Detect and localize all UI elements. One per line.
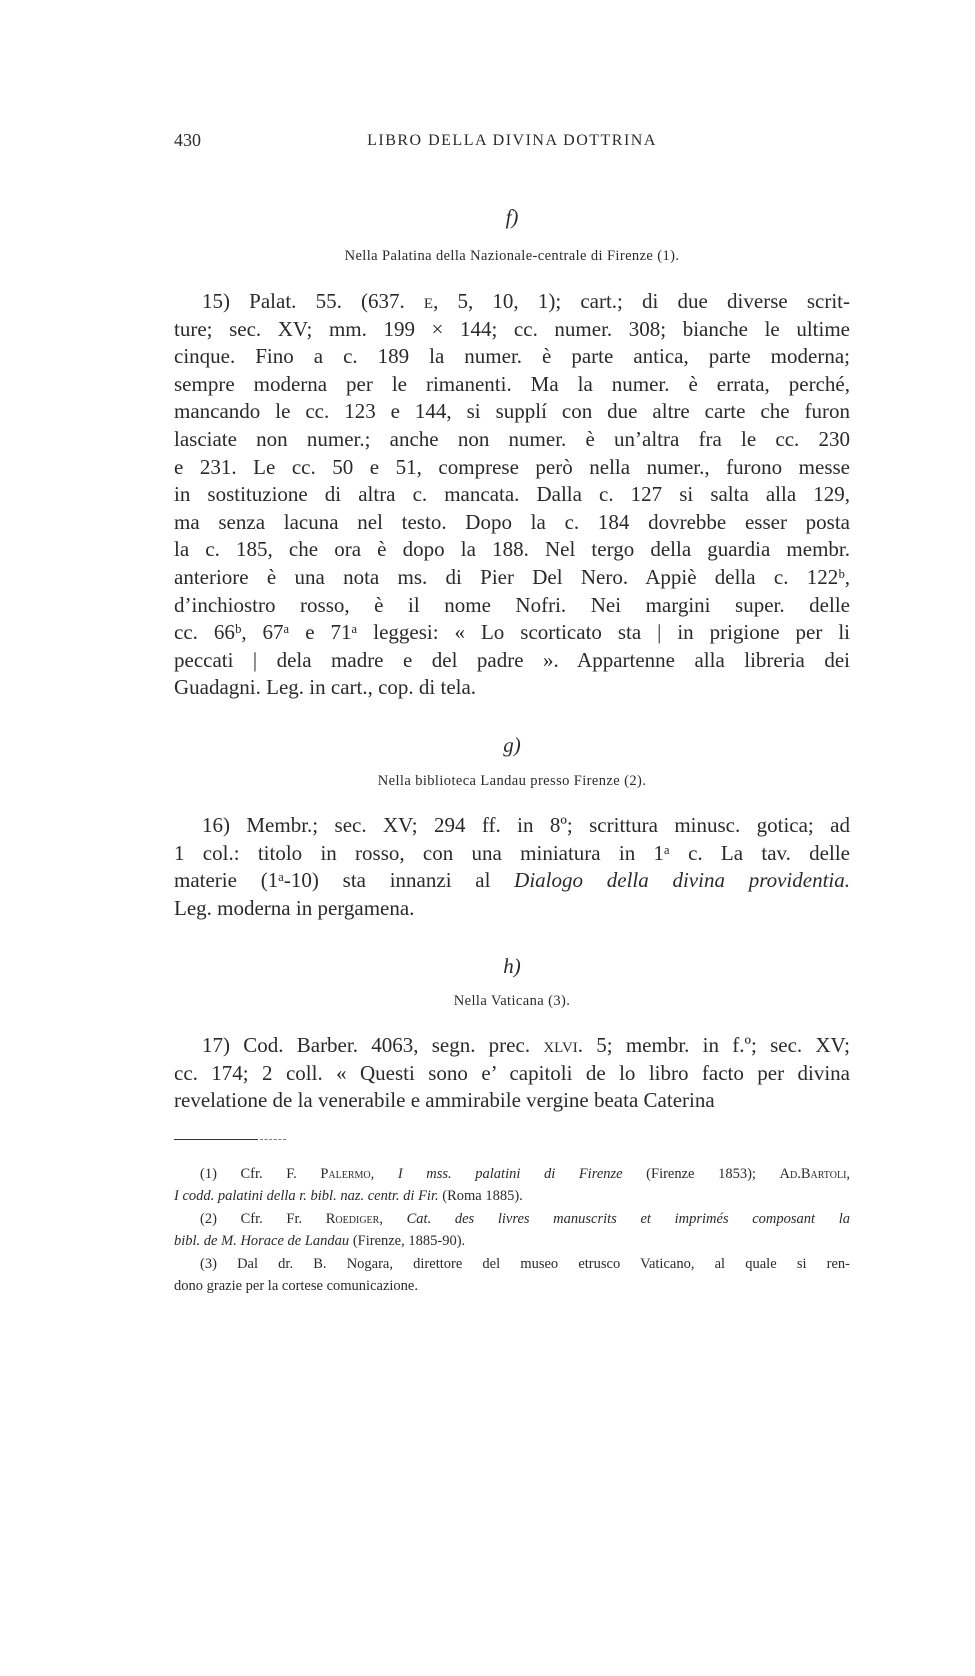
text-segment: lasciate non numer.; anche non numer. è un’altra fra le cc. 230 <box>174 426 850 451</box>
text-line <box>174 1231 850 1253</box>
text-line <box>174 1254 850 1276</box>
text-segment: 1 col.: titolo in rosso, con una miniatura in 1ᵃ c. La tav. delle <box>174 840 850 865</box>
text-line <box>174 509 850 537</box>
footnote-1 <box>174 1164 850 1207</box>
small-caps-text: Palermo <box>320 1166 371 1182</box>
text-line <box>174 343 850 371</box>
entry-15 <box>174 288 850 702</box>
footnote-rule-dashes <box>260 1139 286 1140</box>
text-segment: e 231. Le cc. 50 e 51, comprese però nella numer., furono messe <box>174 454 850 479</box>
text-line <box>174 288 850 316</box>
text-line <box>174 536 850 564</box>
text-line <box>174 1209 850 1231</box>
italic-text: I mss. palatini di Firenze <box>397 1166 623 1182</box>
italic-text: bibl. de M. Horace de Landau <box>174 1232 350 1249</box>
text-line <box>174 592 850 620</box>
text-segment: dono grazie per la cortese comunicazione. <box>174 1277 418 1294</box>
small-caps-text: Roediger <box>325 1211 380 1227</box>
text-segment: la c. 185, che ora è dopo la 188. Nel tergo della guardia membr. <box>174 537 850 562</box>
text-segment: ture; sec. XV; mm. 199 × 144; cc. numer. 308; bianche le ultime <box>174 316 850 341</box>
text-segment: revelatione de la venerabile e ammirabile vergine beata Caterina <box>174 1088 715 1113</box>
small-caps-text: e <box>423 289 434 313</box>
text-segment: 17) Cod. Barber. 4063, segn. prec. <box>202 1033 544 1057</box>
footnote-3 <box>174 1254 850 1297</box>
text-line <box>174 674 850 702</box>
section-letter-f: f) <box>505 205 519 229</box>
section-subtitle-f: Nella Palatina della Nazionale-centrale di Firenze (1). <box>344 248 680 264</box>
text-segment: peccati | dela madre e del padre ». Appartenne alla libreria dei <box>174 647 850 672</box>
text-segment: cinque. Fino a c. 189 la numer. è parte antica, parte moderna; <box>174 344 850 369</box>
text-segment: (3) Dal dr. B. Nogara, direttore del museo etrusco Vaticano, al quale si ren- <box>200 1256 850 1272</box>
text-segment: Guadagni. Leg. in cart., cop. di tela. <box>174 675 477 700</box>
text-segment: (Roma 1885). <box>438 1187 523 1204</box>
text-line <box>174 564 850 592</box>
small-caps-text: Ad.Bartoli <box>779 1166 847 1182</box>
text-line <box>174 840 850 868</box>
text-segment: , <box>379 1211 407 1227</box>
text-line <box>174 371 850 399</box>
text-line <box>174 1032 850 1060</box>
text-line <box>174 398 850 426</box>
running-header <box>174 130 850 156</box>
text-segment: materie (1ᵃ-10) sta innanzi al <box>174 868 515 893</box>
text-segment: in sostituzione di altra c. mancata. Dalla c. 127 si salta alla 129, <box>174 482 850 507</box>
text-segment: Leg. moderna in pergamena. <box>174 895 415 920</box>
text-segment: , <box>370 1166 398 1182</box>
entry-17 <box>174 1032 850 1115</box>
section-subtitle-g: Nella biblioteca Landau presso Firenze (2). <box>377 773 647 789</box>
text-segment: (Firenze 1853); <box>622 1166 780 1182</box>
text-segment: . 5; membr. in f.º; sec. XV; <box>577 1033 850 1057</box>
text-segment: cc. 174; 2 coll. « Questi sono e’ capitoli de lo libro facto per divina <box>174 1060 850 1085</box>
text-segment: mancando le cc. 123 e 144, si supplí con due altre carte che furon <box>174 399 850 424</box>
small-caps-text: xlvi <box>543 1033 578 1057</box>
text-segment: (1) Cfr. F. <box>200 1166 321 1182</box>
italic-text: Cat. des livres manuscrits et imprimés composant la <box>406 1211 851 1227</box>
text-line <box>174 812 850 840</box>
page-number: 430 <box>174 130 201 150</box>
text-segment: 15) Palat. 55. (637. <box>202 289 424 313</box>
text-segment: d’inchiostro rosso, è il nome Nofri. Nei margini super. delle <box>174 592 850 617</box>
text-line <box>174 454 850 482</box>
text-line <box>174 619 850 647</box>
text-line <box>174 1276 850 1298</box>
footnote-2 <box>174 1209 850 1252</box>
section-letter-g: g) <box>503 733 521 757</box>
text-segment: ma senza lacuna nel testo. Dopo la c. 184 dovrebbe esser posta <box>174 509 850 534</box>
section-letter-h: h) <box>503 954 521 978</box>
footnote-rule <box>174 1139 258 1140</box>
text-line <box>174 895 850 923</box>
running-title: LIBRO DELLA DIVINA DOTTRINA <box>367 132 657 149</box>
text-line <box>174 481 850 509</box>
text-segment: sempre moderna per le rimanenti. Ma la numer. è errata, perché, <box>174 371 850 396</box>
section-subtitle-h: Nella Vaticana (3). <box>453 993 571 1009</box>
text-segment: anteriore è una nota ms. di Pier Del Nero. Appiè della c. 122ᵇ, <box>174 564 850 589</box>
text-line <box>174 1186 850 1208</box>
text-line <box>174 1060 850 1088</box>
text-segment: 16) Membr.; sec. XV; 294 ff. in 8º; scrittura minusc. gotica; ad <box>202 813 850 837</box>
text-line <box>174 1164 850 1186</box>
text-segment: , <box>846 1166 851 1182</box>
text-segment: , 5, 10, 1); cart.; di due diverse scrit- <box>433 289 850 313</box>
text-line <box>174 316 850 344</box>
text-line <box>174 1087 850 1115</box>
text-line <box>174 647 850 675</box>
text-line <box>174 867 850 895</box>
italic-text: Dialogo della divina providentia. <box>514 868 850 893</box>
text-segment: (Firenze, 1885-90). <box>349 1232 466 1249</box>
text-segment: (2) Cfr. Fr. <box>200 1211 326 1227</box>
text-line <box>174 426 850 454</box>
text-segment: cc. 66ᵇ, 67ᵃ e 71ᵃ leggesi: « Lo scorticato sta | in prigione per li <box>174 620 850 645</box>
entry-16 <box>174 812 850 922</box>
italic-text: I codd. palatini della r. bibl. naz. centr. di Fir. <box>174 1187 439 1204</box>
